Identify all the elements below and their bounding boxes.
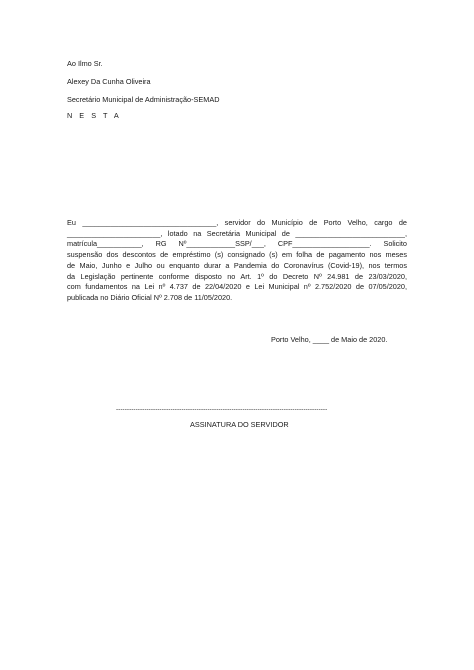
recipient-salutation: Ao Ilmo Sr.	[67, 59, 103, 68]
date-line: Porto Velho, ____ de Maio de 2020.	[271, 335, 388, 344]
recipient-location: N E S T A	[67, 111, 122, 120]
request-paragraph	[67, 218, 407, 304]
signature-label: ASSINATURA DO SERVIDOR	[190, 420, 289, 429]
paragraph-line: Eu _________________________________, servidor do Município de Porto Velho, cargo de	[67, 218, 407, 227]
paragraph-line: _______________________, lotado na Secretária Municipal de ___________________________,	[67, 228, 407, 238]
recipient-name: Alexey Da Cunha Oliveira	[67, 77, 151, 86]
recipient-role: Secretário Municipal de Administração-SEMAD	[67, 95, 220, 104]
paragraph-line: publicada no Diário Oficial Nº 2.708 de 11/05/2020.	[67, 292, 233, 302]
paragraph-line: da Legislação pertinente conforme disposto no Art. 1º do Decreto Nº 24.981 de 23/03/2020,	[67, 271, 407, 281]
paragraph-line: suspensão dos descontos de empréstimo (s) consignado (s) em folha de pagamento nos meses	[67, 250, 407, 260]
paragraph-line: com fundamentos na Lei nº 4.737 de 22/04/2020 e Lei Municipal nº 2.752/2020 de 07/05/2020,	[67, 282, 407, 292]
paragraph-line: de Maio, Junho e Julho ou enquanto durar a Pandemia do Coronavírus (Covid-19), nos termos	[67, 260, 407, 270]
signature-rule: -------------------------------------------------------------------------------------------------	[116, 406, 328, 413]
paragraph-line: matrícula___________, RG Nº____________SSP/___, CPF___________________. Solicito	[67, 239, 407, 249]
